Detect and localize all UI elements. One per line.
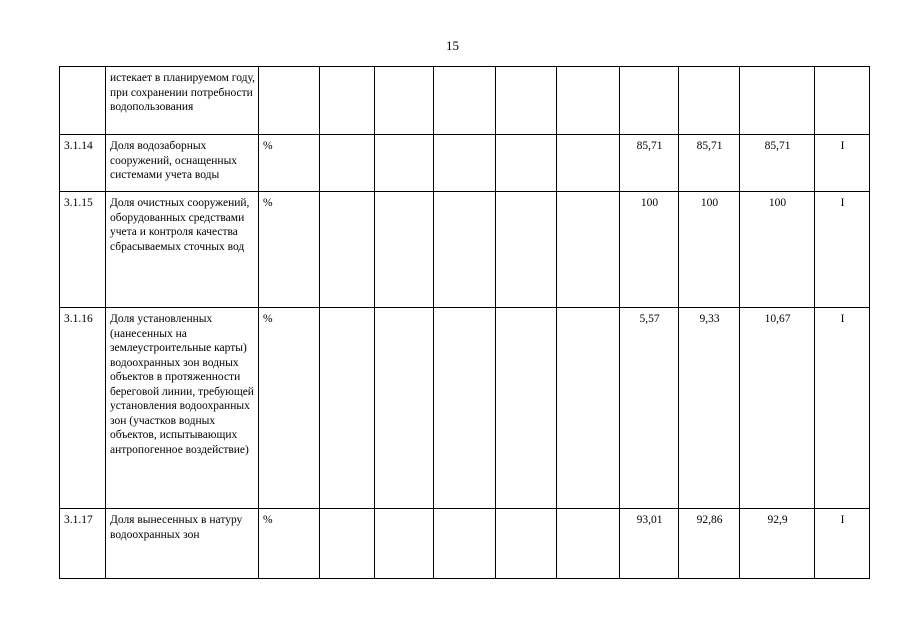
- value-year-2: [679, 67, 740, 135]
- indicator-name: истекает в планируемом году, при сохранении потребности водопользования: [106, 67, 259, 135]
- value-cell: [375, 308, 434, 509]
- indicator-name: Доля вынесенных в натуру водоохранных зон: [106, 509, 259, 579]
- value-cell: [320, 509, 375, 579]
- mark-cell: I: [815, 308, 870, 509]
- value-cell: [320, 192, 375, 308]
- value-year-3: 10,67: [740, 308, 815, 509]
- table-row: [60, 509, 870, 579]
- value-cell: [375, 509, 434, 579]
- empty-cell: [557, 135, 620, 192]
- page-number: 15: [446, 38, 459, 53]
- indicators-table: [59, 66, 870, 579]
- value-cell: [496, 509, 557, 579]
- table-row: [60, 308, 870, 509]
- value-year-2: 100: [679, 192, 740, 308]
- value-cell: [375, 135, 434, 192]
- indicator-name: Доля водозаборных сооружений, оснащенных системами учета воды: [106, 135, 259, 192]
- value-cell: [434, 192, 496, 308]
- value-year-2: 85,71: [679, 135, 740, 192]
- value-year-3: 92,9: [740, 509, 815, 579]
- value-year-1: 5,57: [620, 308, 679, 509]
- mark-cell: I: [815, 135, 870, 192]
- mark-cell: [815, 67, 870, 135]
- row-number: 3.1.17: [60, 509, 106, 579]
- value-cell: [434, 308, 496, 509]
- value-year-3: 85,71: [740, 135, 815, 192]
- empty-cell: [557, 308, 620, 509]
- unit-cell: %: [259, 308, 320, 509]
- value-cell: [496, 308, 557, 509]
- table-row: [60, 67, 870, 135]
- row-number: 3.1.15: [60, 192, 106, 308]
- indicator-name: Доля установленных (нанесенных на землеустроительные карты) водоохранных зон водных объектов в протяженности береговой линии, требующей установления водоохранных зон (участков водных объектов, испытывающих антропогенное воздействие): [106, 308, 259, 509]
- value-cell: [496, 192, 557, 308]
- value-year-1: 100: [620, 192, 679, 308]
- row-number: 3.1.14: [60, 135, 106, 192]
- value-cell: [320, 67, 375, 135]
- value-cell: [320, 308, 375, 509]
- value-cell: [434, 135, 496, 192]
- value-cell: [375, 192, 434, 308]
- unit-cell: [259, 67, 320, 135]
- empty-cell: [557, 67, 620, 135]
- empty-cell: [557, 192, 620, 308]
- indicator-name: Доля очистных сооружений, оборудованных средствами учета и контроля качества сбрасываемых сточных вод: [106, 192, 259, 308]
- value-year-1: 93,01: [620, 509, 679, 579]
- empty-cell: [557, 509, 620, 579]
- value-year-3: 100: [740, 192, 815, 308]
- value-cell: [434, 509, 496, 579]
- mark-cell: I: [815, 509, 870, 579]
- value-year-3: [740, 67, 815, 135]
- value-cell: [320, 135, 375, 192]
- unit-cell: %: [259, 135, 320, 192]
- value-cell: [496, 67, 557, 135]
- row-number: [60, 67, 106, 135]
- value-cell: [375, 67, 434, 135]
- unit-cell: %: [259, 509, 320, 579]
- table-row: [60, 192, 870, 308]
- value-year-1: 85,71: [620, 135, 679, 192]
- mark-cell: I: [815, 192, 870, 308]
- unit-cell: %: [259, 192, 320, 308]
- value-year-2: 92,86: [679, 509, 740, 579]
- value-year-2: 9,33: [679, 308, 740, 509]
- value-cell: [434, 67, 496, 135]
- row-number: 3.1.16: [60, 308, 106, 509]
- table-row: [60, 135, 870, 192]
- value-cell: [496, 135, 557, 192]
- value-year-1: [620, 67, 679, 135]
